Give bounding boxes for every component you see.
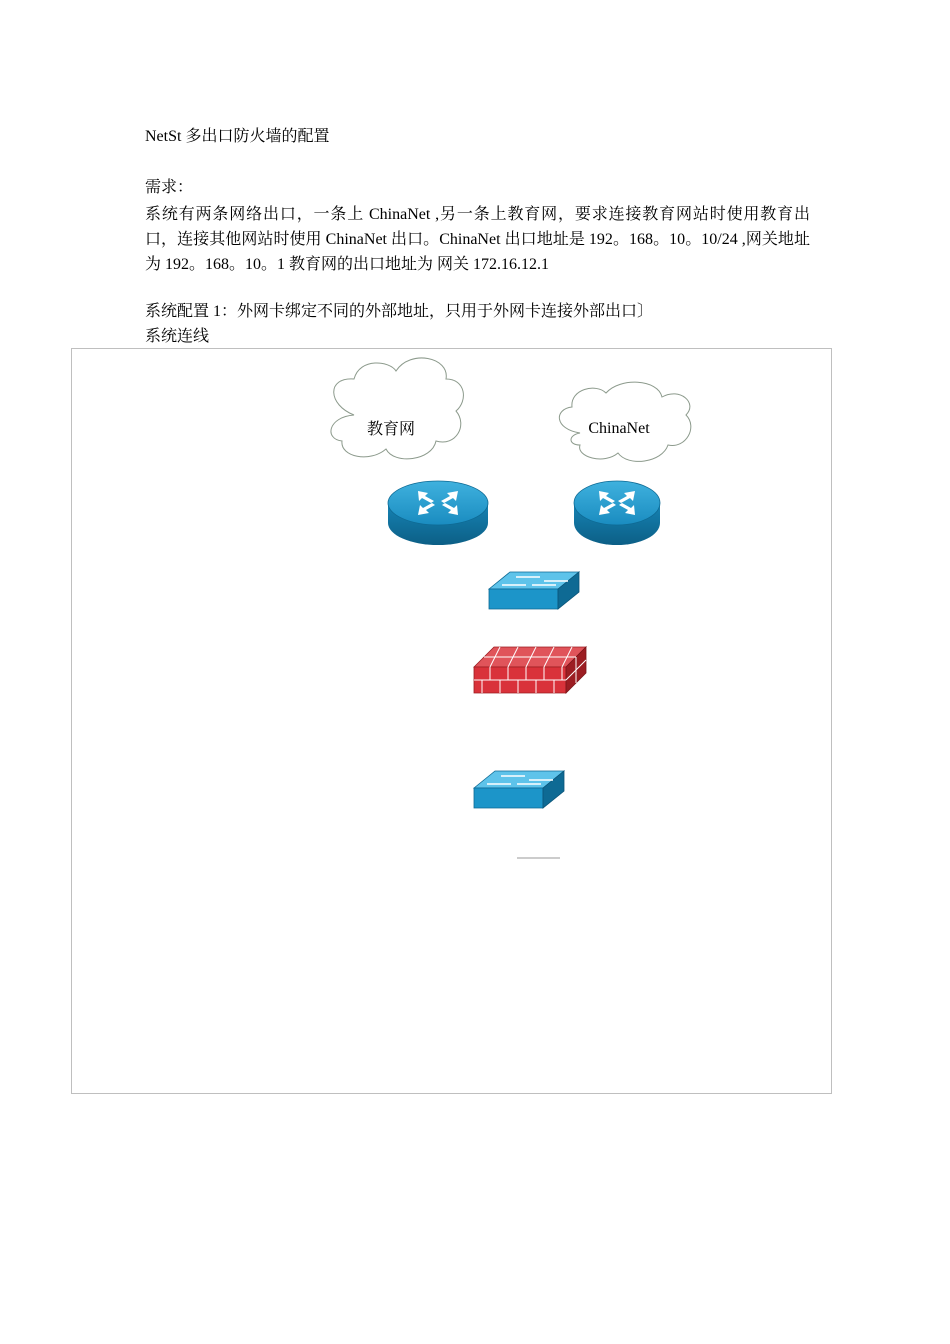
firewall-icon [474,647,586,693]
router-icon [388,481,488,545]
cloud-label-chinanet: ChinaNet [588,420,650,437]
page-title: NetSt 多出口防火墙的配置 [145,128,330,145]
wiring-heading: 系统连线 [145,328,210,345]
router-chinanet [574,481,660,545]
router-education [388,481,488,545]
network-diagram-canvas [72,349,831,1093]
requirement-label: 需求： [145,179,194,196]
config-heading: 系统配置 1：外网卡绑定不同的外部地址，只用于外网卡连接外部出口〕 [145,303,654,320]
switch-lower [474,771,564,808]
cloud-education-network [331,358,463,459]
router-icon [574,481,660,545]
switch-upper [489,572,579,609]
cloud-icon [331,358,463,459]
firewall [474,647,586,693]
cloud-label-education: 教育网 [366,421,416,438]
switch-icon [474,771,564,808]
network-diagram [71,348,832,1094]
cloud-chinanet [559,382,690,461]
switch-icon [489,572,579,609]
requirement-paragraph: 系统有两条网络出口，一条上 ChinaNet ,另一条上教育网，要求连接教育网站时使用教育出口，连接其他网站时使用 ChinaNet 出口。ChinaNet 出口地址是 192。168。10。10/24 ,网关地址为 192。168。10。1 教育网的出口地址为 网关 172.16.12.1 [145,206,810,273]
